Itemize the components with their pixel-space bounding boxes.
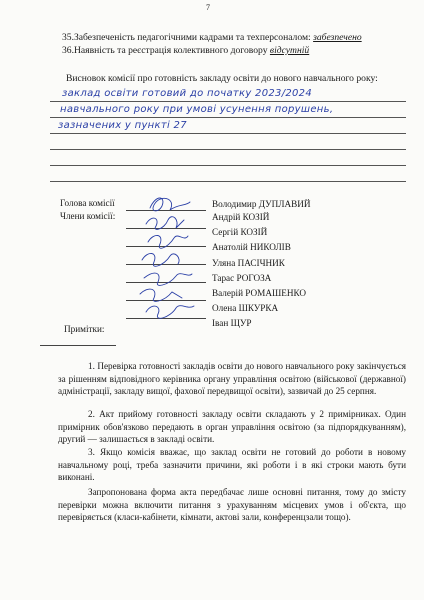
- members-label: Члени комісії:: [60, 211, 116, 221]
- signature-member: [140, 289, 182, 301]
- head-name: Володимир ДУПЛАВИЙ: [212, 199, 311, 209]
- conclusion-handwritten-line-2: навчального року при умові усунення порушень,: [60, 104, 334, 115]
- conclusion-handwritten-line-3: зазначених у пункті 27: [58, 120, 187, 131]
- item-35: [62, 32, 362, 43]
- notes-label: Примітки:: [64, 324, 105, 334]
- signature-member: [148, 235, 188, 248]
- member-name: Іван ЩУР: [212, 318, 252, 328]
- signature-head: [150, 198, 190, 211]
- member-name: Уляна ПАСІЧНИК: [212, 258, 285, 268]
- signature-member: [144, 273, 192, 285]
- note-paragraph-1: 1. Перевірка готовності закладів освіти до нового навчального року закінчується за рішенням відповідного керівника органу управління освітою (військової (державної) адміністрації, закладу вищої, фахової передвищої освіти), зазвичай до 25 серпня.: [58, 361, 406, 397]
- note-paragraph-4: Запропонована форма акта передбачає лише основні питання, тому до змісту перевірки можна включити питання з урахуванням місцевих умов і об'єкта, що перевіряється (класи-кабінети, кімнати, актові зали, конференцзали тощо).: [58, 487, 406, 523]
- item-36: [62, 45, 309, 56]
- notes-separator: [40, 345, 116, 346]
- handwritten-signatures: [118, 190, 218, 330]
- conclusion-label: Висновок комісії про готовність закладу освіти до нового навчального року:: [66, 73, 378, 84]
- note-paragraph-3: 3. Якщо комісія вважає, що заклад освіти не готовий до роботи в новому навчальному році, треба зазначити причини, які роботи і в які строки мають бути виконані.: [58, 447, 406, 483]
- item-35-value: забезпечено: [313, 32, 362, 43]
- item-36-value: відсутній: [269, 45, 310, 56]
- member-name: Сергій КОЗІЙ: [212, 227, 268, 237]
- member-name: Олена ШКУРКА: [212, 303, 279, 313]
- signature-member: [146, 217, 184, 230]
- item-36-text: 36.Наявність та реєстрація колективного договору: [62, 45, 270, 56]
- member-name: Валерій РОМАШЕНКО: [212, 288, 307, 298]
- signature-member: [146, 306, 194, 319]
- conclusion-rule-1: [50, 101, 406, 102]
- note-paragraph-2: 2. Акт прийому готовності закладу освіти складають у 2 примірниках. Один примірник обов'язково передають в орган управління освітою (за підпорядкуванням), другий — залишається в закладі освіти.: [58, 409, 406, 445]
- signature-member: [142, 253, 179, 266]
- member-name: Тарас РОГОЗА: [212, 273, 272, 283]
- conclusion-rule-3: [50, 133, 406, 134]
- conclusion-rule-2: [50, 117, 406, 118]
- conclusion-rule-5: [50, 165, 406, 166]
- member-name: Анатолій НИКОЛІВ: [212, 242, 291, 252]
- conclusion-rule-4: [50, 149, 406, 150]
- member-name: Андрій КОЗІЙ: [212, 212, 270, 222]
- item-35-text: 35.Забезпеченість педагогічними кадрами та техперсоналом:: [62, 32, 314, 43]
- conclusion-rule-6: [50, 181, 406, 182]
- page-number: 7: [206, 3, 210, 12]
- head-label: Голова комісії: [60, 198, 115, 208]
- conclusion-handwritten-line-1: заклад освіти готовий до початку 2023/2024: [62, 88, 313, 99]
